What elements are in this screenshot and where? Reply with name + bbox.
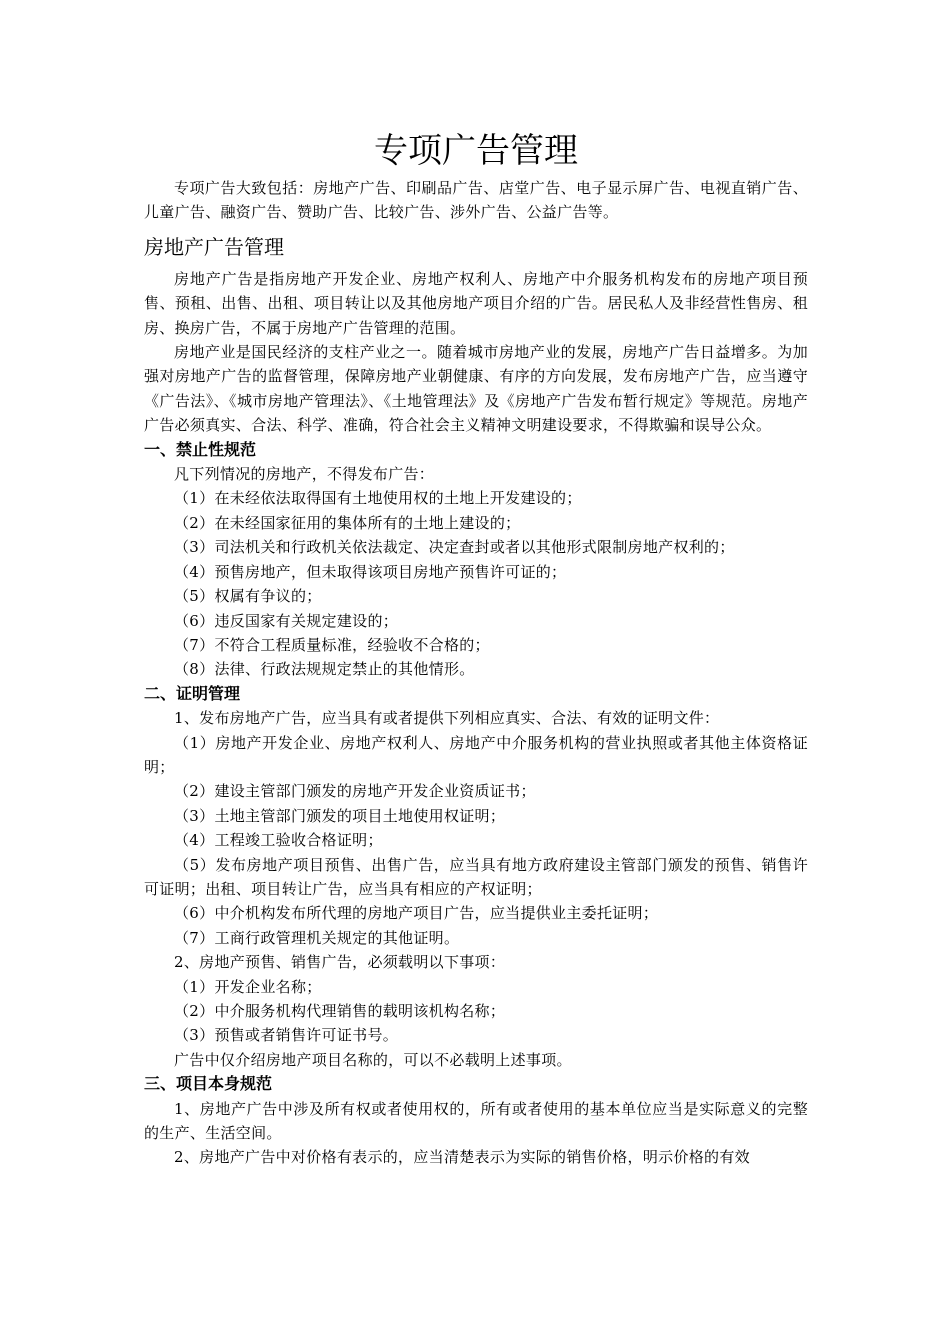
list-item: （8）法律、行政法规规定禁止的其他情形。	[174, 660, 475, 679]
part2-heading: 二、证明管理	[144, 683, 241, 703]
list-item: （7）工商行政管理机关规定的其他证明。	[174, 928, 460, 947]
list-item: （4）预售房地产，但未取得该项目房地产预售许可证的；	[174, 562, 567, 581]
list-item: 2、房地产广告中对价格有表示的，应当清楚表示为实际的销售价格，明示价格的有效	[174, 1148, 750, 1167]
list-item: （2）中介服务机构代理销售的载明该机构名称；	[174, 1002, 506, 1020]
list-item: （3）土地主管部门颁发的项目土地使用权证明；	[174, 806, 506, 825]
list-item: （7）不符合工程质量标准，经验收不合格的；	[174, 635, 490, 654]
list-item: （1）房地产开发企业、房地产权利人、房地产中介服务机构的营业执照或者其他主体资格证明；	[144, 733, 808, 776]
part2-closing: 广告中仅介绍房地产项目名称的，可以不必载明上述事项。	[174, 1050, 572, 1069]
list-item: （4）工程竣工验收合格证明；	[174, 831, 383, 850]
intro-paragraph: 专项广告大致包括：房地产广告、印刷品广告、店堂广告、电子显示屏广告、电视直销广告、儿童广告、融资广告、赞助广告、比较广告、涉外广告、公益广告等。	[144, 179, 808, 222]
list-item: （6）中介机构发布所代理的房地产项目广告，应当提供业主委托证明；	[174, 904, 659, 923]
part1-heading: 一、禁止性规范	[144, 439, 257, 459]
list-item: （2）在未经国家征用的集体所有的土地上建设的；	[174, 513, 521, 532]
section-title: 房地产广告管理	[144, 234, 284, 259]
section-paragraph: 房地产广告是指房地产开发企业、房地产权利人、房地产中介服务机构发布的房地产项目预售、预租、出售、出租、项目转让以及其他房地产项目介绍的广告。居民私人及非经营性售房、租房、换房广告，不属于房地产广告管理的范围。	[144, 269, 808, 337]
list-item: （2）建设主管部门颁发的房地产开发企业资质证书；	[174, 782, 536, 801]
section-paragraph: 房地产业是国民经济的支柱产业之一。随着城市房地产业的发展，房地产广告日益增多。为加强对房地产广告的监督管理，保障房地产业朝健康、有序的方向发展，发布房地产广告，应当遵守《广告法》、《城市房地产管理法》、《土地管理法》及《房地产广告发布暂行规定》等规范。房地产广告必须真实、合法、科学、准确，符合社会主义精神文明建设要求，不得欺骗和误导公众。	[144, 343, 808, 435]
list-item: （1）开发企业名称；	[174, 977, 322, 996]
page-title: 专项广告管理	[374, 131, 578, 171]
part3-heading: 三、项目本身规范	[144, 1074, 273, 1094]
list-item: （6）违反国家有关规定建设的；	[174, 611, 399, 630]
part2-lead1: 1、发布房地产广告，应当具有或者提供下列相应真实、合法、有效的证明文件：	[174, 709, 720, 728]
part1-lead: 凡下列情况的房地产，不得发布广告：	[174, 465, 435, 484]
list-item: （1）在未经依法取得国有土地使用权的土地上开发建设的；	[174, 489, 582, 508]
list-item: 1、房地产广告中涉及所有权或者使用权的，所有或者使用的基本单位应当是实际意义的完整的生产、生活空间。	[144, 1099, 808, 1143]
document-page	[144, 126, 808, 1170]
list-item: （5）权属有争议的；	[174, 587, 322, 606]
list-item: （3）司法机关和行政机关依法裁定、决定查封或者以其他形式限制房地产权利的；	[174, 538, 735, 557]
part2-lead2: 2、房地产预售、销售广告，必须载明以下事项：	[174, 953, 506, 972]
list-item: （3）预售或者销售许可证书号。	[174, 1026, 399, 1045]
list-item: （5）发布房地产项目预售、出售广告，应当具有地方政府建设主管部门颁发的预售、销售许可证明；出租、项目转让广告，应当具有相应的产权证明；	[144, 855, 808, 898]
